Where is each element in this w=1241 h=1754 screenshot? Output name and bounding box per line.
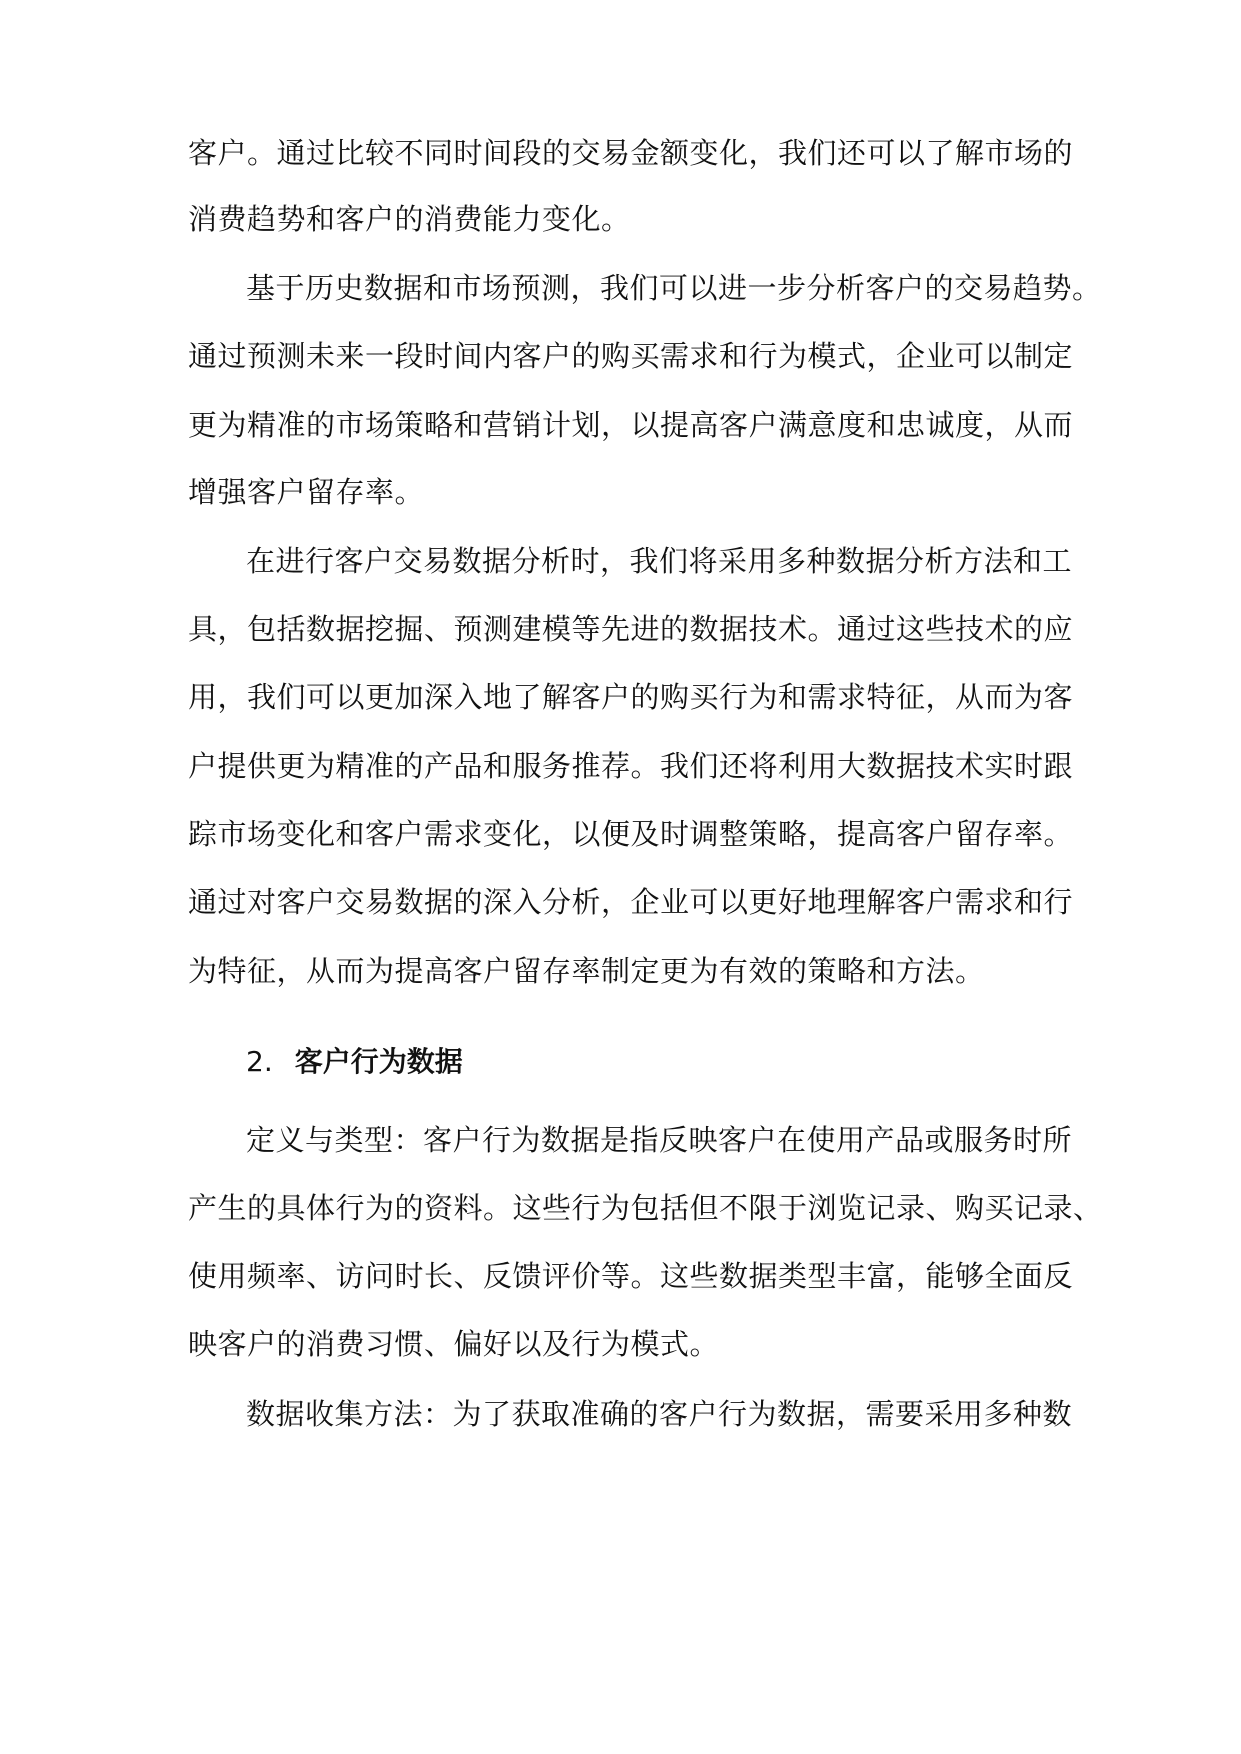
paragraph-line: 户提供更为精准的产品和服务推荐。我们还将利用大数据技术实时跟	[188, 749, 1074, 783]
paragraph-line: 踪市场变化和客户需求变化，以便及时调整策略，提高客户留存率。	[188, 817, 1074, 851]
paragraph-line: 用，我们可以更加深入地了解客户的购买行为和需求特征，从而为客	[188, 680, 1074, 714]
paragraph-line: 为特征，从而为提高客户留存率制定更为有效的策略和方法。	[188, 954, 985, 988]
paragraph-line: 通过预测未来一段时间内客户的购买需求和行为模式，企业可以制定	[188, 339, 1074, 373]
section-title: 客户行为数据	[294, 1045, 463, 1078]
paragraph-line: 基于历史数据和市场预测，我们可以进一步分析客户的交易趋势。	[246, 271, 1102, 305]
paragraph-line: 定义与类型：客户行为数据是指反映客户在使用产品或服务时所	[246, 1123, 1073, 1157]
paragraph-line: 映客户的消费习惯、偏好以及行为模式。	[188, 1327, 720, 1361]
paragraph-line: 更为精准的市场策略和营销计划，以提高客户满意度和忠诚度，从而	[188, 408, 1074, 442]
section-heading	[246, 1040, 463, 1084]
paragraph-line: 数据收集方法：为了获取准确的客户行为数据，需要采用多种数	[246, 1397, 1073, 1431]
section-number: 2.	[246, 1045, 273, 1078]
paragraph-line: 产生的具体行为的资料。这些行为包括但不限于浏览记录、购买记录、	[188, 1191, 1103, 1225]
paragraph-line: 增强客户留存率。	[188, 475, 425, 509]
paragraph-line: 通过对客户交易数据的深入分析，企业可以更好地理解客户需求和行	[188, 885, 1074, 919]
paragraph-line: 消费趋势和客户的消费能力变化。	[188, 202, 631, 236]
paragraph-line: 在进行客户交易数据分析时，我们将采用多种数据分析方法和工	[246, 544, 1073, 578]
paragraph-line: 具，包括数据挖掘、预测建模等先进的数据技术。通过这些技术的应	[188, 612, 1074, 646]
paragraph-line: 使用频率、访问时长、反馈评价等。这些数据类型丰富，能够全面反	[188, 1259, 1074, 1293]
paragraph-line: 客户。通过比较不同时间段的交易金额变化，我们还可以了解市场的	[188, 136, 1074, 170]
